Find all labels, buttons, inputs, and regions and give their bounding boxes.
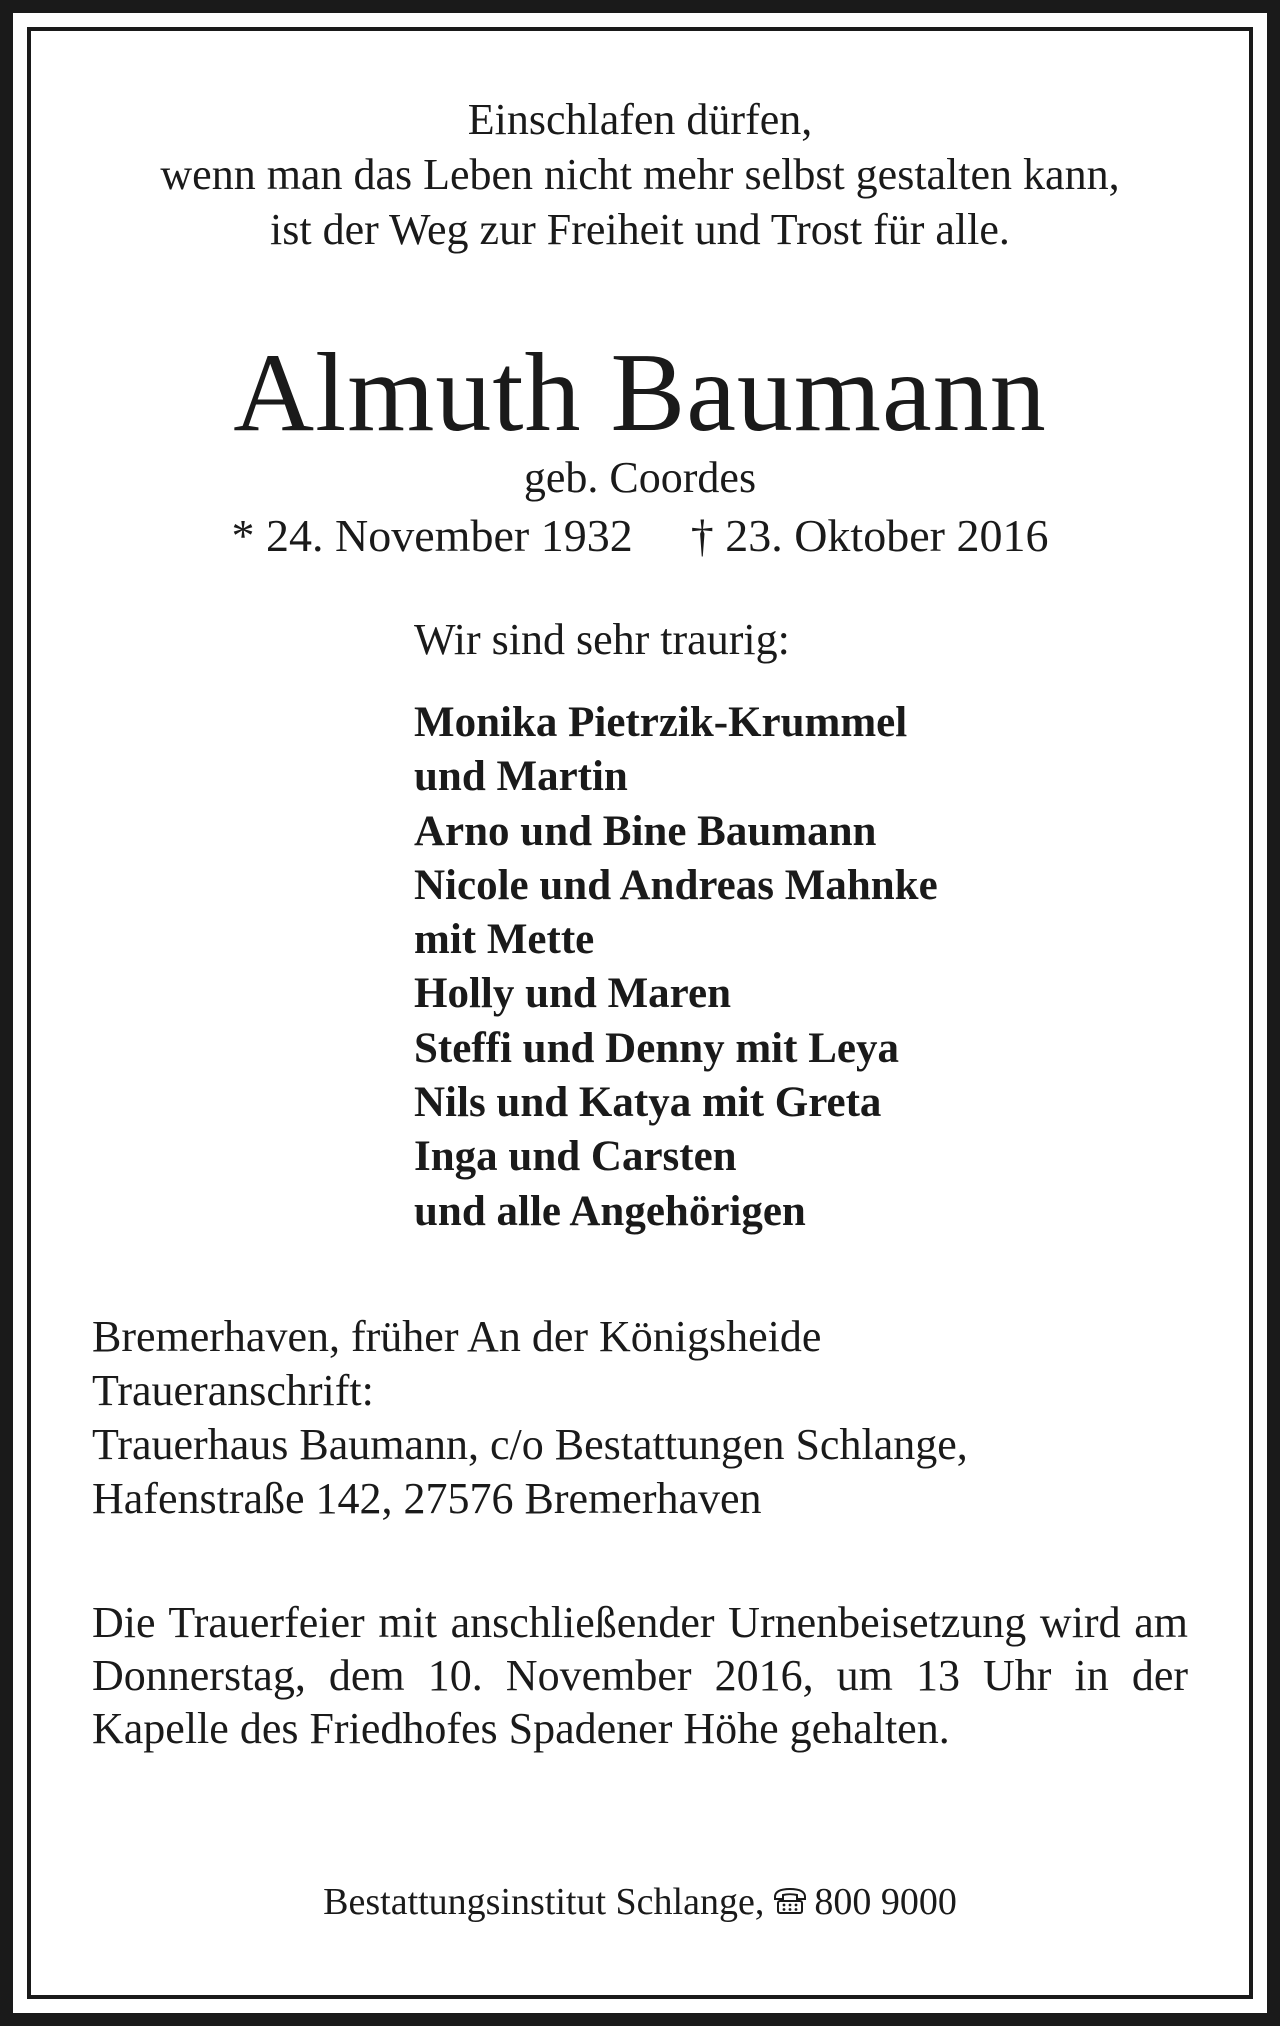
mourner-line: mit Mette	[414, 916, 595, 964]
funeral-home-name: Bestattungsinstitut Schlange,	[323, 1881, 765, 1923]
verse-line: wenn man das Leben nicht mehr selbst gestalten kann,	[160, 150, 1120, 199]
mourner-line: Nicole und Andreas Mahnke	[414, 861, 938, 909]
mourner-line: und alle Angehörigen	[414, 1187, 806, 1235]
telephone-icon	[772, 1877, 808, 1927]
birth-date: * 24. November 1932	[231, 510, 633, 561]
mourner-line: Holly und Maren	[414, 970, 731, 1018]
maiden-name: geb. Coordes	[523, 453, 757, 502]
mourner-line: Nils und Katya mit Greta	[414, 1079, 882, 1127]
mourner-line: Steffi und Denny mit Leya	[414, 1024, 899, 1072]
funeral-home-footer	[0, 1877, 1280, 1927]
mourner-line: Arno und Bine Baumann	[414, 807, 877, 855]
mourning-address	[92, 1310, 968, 1526]
address-label: Traueranschrift:	[92, 1366, 374, 1415]
deceased-name: Almuth Baumann	[233, 331, 1047, 455]
life-dates	[0, 508, 1280, 564]
mourner-line: Monika Pietrzik-Krummel	[414, 699, 908, 746]
mourners-list	[414, 696, 938, 1239]
funeral-home-phone: 800 9000	[814, 1881, 957, 1923]
mourner-line: Inga und Carsten	[414, 1133, 737, 1181]
verse-line: Einschlafen dürfen,	[467, 95, 813, 144]
verse	[0, 92, 1280, 257]
mourner-line: und Martin	[414, 753, 628, 801]
service-announcement: Die Trauerfeier mit anschließender Urnenbeisetzung wird am Donnerstag, dem 10. November 2016, um 13 Uhr in der Kapelle des Friedhofes Spadener Höhe gehalten.	[92, 1598, 1188, 1753]
address-line: Hafenstraße 142, 27576 Bremerhaven	[92, 1474, 762, 1523]
address-place: Bremerhaven, früher An der Königsheide	[92, 1312, 822, 1361]
mourning-intro: Wir sind sehr traurig:	[414, 615, 790, 664]
address-line: Trauerhaus Baumann, c/o Bestattungen Schlange,	[92, 1420, 968, 1469]
death-date: † 23. Oktober 2016	[690, 510, 1049, 561]
verse-line: ist der Weg zur Freiheit und Trost für alle.	[270, 205, 1010, 254]
